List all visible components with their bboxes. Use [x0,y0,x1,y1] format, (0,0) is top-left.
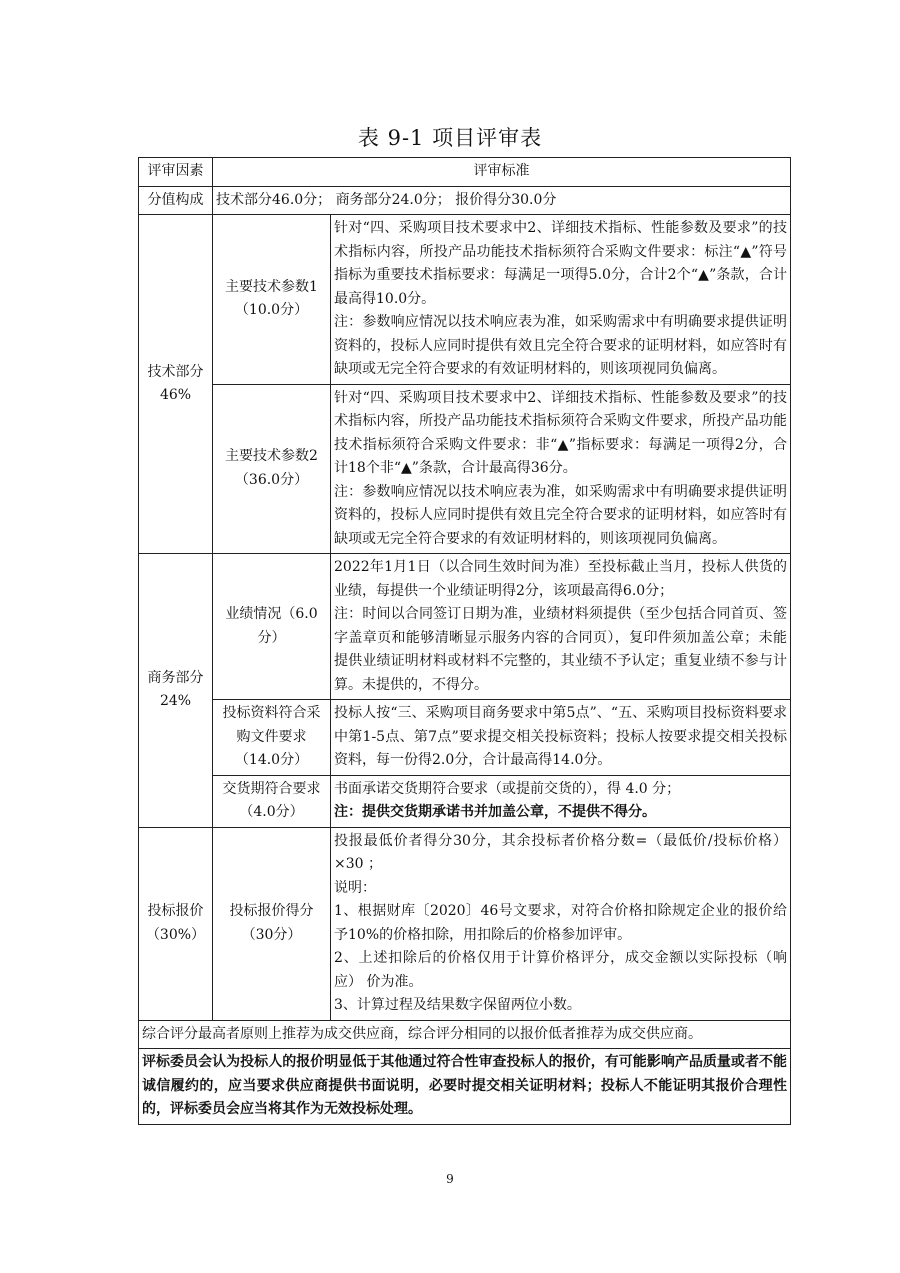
table-header-row [139,158,791,187]
tech-param-2-name: 主要技术参数2 [225,448,318,465]
price-line: 1、根据财库〔2020〕46号文要求，对符合价格扣除规定企业的报价给予10%的价格扣除，用扣除后的价格参加评审。 [334,903,787,943]
bid-docs-desc: 投标人按“三、采购项目商务要求中第5点”、“五、采购项目投标资料要求中第1-5点、第7点”要求提交相关投标资料；投标人按要求提交相关投标资料，每一份得2.0分，合计最高得14.0分。 [331,700,791,776]
tech-param-1-score: （10.0分） [234,302,309,319]
price-row [139,827,791,1020]
header-factor: 评审因素 [139,158,213,187]
business-percent: 24% [159,693,192,710]
price-percent: （30%） [145,926,206,943]
footer-row-2 [139,1049,791,1125]
price-label: 投标报价 [147,903,204,919]
delivery-note: 注：提供交货期承诺书并加盖公章，不提供不得分。 [334,804,656,820]
performance-standard [331,554,791,700]
score-composition-label: 分值构成 [139,186,213,215]
delivery-name-cell [213,775,331,827]
tech-param-2-note: 注：参数响应情况以技术响应表为准，如采购需求中有明确要求提供证明资料的，投标人应同时提供有效且完全符合要求的证明材料，如应答时有缺项或无完全符合要求的有效证明材料的，则该项视同负偏离。 [334,483,787,547]
delivery-standard [331,775,791,827]
business-row-1 [139,554,791,700]
price-line: 2、上述扣除后的价格仅用于计算价格评分，成交金额以实际投标（响应） 价为准。 [334,950,787,990]
business-section [139,554,213,828]
bid-docs-score: （14.0分） [234,752,309,768]
price-line: 说明： [334,879,376,896]
bid-docs-name-cell [213,700,331,776]
review-table [138,157,791,1125]
business-row-2 [139,700,791,776]
tech-param-2-name-cell [213,384,331,554]
header-standard: 评审标准 [213,158,791,187]
technical-section [139,215,213,554]
delivery-desc: 书面承诺交货期符合要求（或提前交货的），得 4.0 分； [334,780,681,797]
price-line: 3、计算过程及结果数字保留两位小数。 [334,997,581,1013]
delivery-score: （4.0分） [239,804,304,820]
performance-name: 业绩情况（6.0分） [213,554,331,700]
tech-param-2-standard [331,384,791,554]
footer-row-1 [139,1020,791,1049]
page-title: 表 9-1 项目评审表 [357,126,543,150]
bid-docs-name: 投标资料符合采购文件要求 [222,705,321,745]
delivery-name: 交货期符合要求 [222,780,321,797]
footer-note-1: 综合评分最高者原则上推荐为成交供应商，综合评分相同的以报价低者推荐为成交供应商。 [139,1020,791,1049]
tech-param-1-note: 注：参数响应情况以技术响应表为准，如采购需求中有明确要求提供证明资料的，投标人应同时提供有效且完全符合要求的证明材料，如应答时有缺项或无完全符合要求的有效证明材料的，则该项视同负偏离。 [334,314,787,377]
performance-desc: 2022年1月1日（以合同生效时间为准）至投标截止当月，投标人供货的业绩，每提供一个业绩证明得2分，该项最高得6.0分； [334,559,787,599]
page-number: 9 [446,1172,454,1186]
price-standard [331,827,791,1020]
score-composition-row [139,186,791,215]
performance-note: 注：时间以合同签订日期为准，业绩材料须提供（至少包括合同首页、签字盖章页和能够清晰显示服务内容的合同页），复印件须加盖公章；未能提供业绩证明材料或材料不完整的，其业绩不予认定；重复业绩不参与计算。未提供的，不得分。 [334,606,787,693]
price-section [139,827,213,1020]
business-label: 商务部分 [147,669,204,686]
tech-param-1-name: 主要技术参数1 [225,278,318,295]
tech-param-2-desc: 针对“四、采购项目技术要求中2、详细技术指标、性能参数及要求”的技术指标内容，所投产品功能技术指标须符合采购文件要求，所投产品功能技术指标须符合采购文件要求：非“▲”指标要求：每满足一项得2分，合计18个非“▲”条款，合计最高得36分。 [334,389,787,476]
tech-param-1-desc: 针对“四、采购项目技术要求中2、详细技术指标、性能参数及要求”的技术指标内容，所投产品功能技术指标须符合采购文件要求：标注“▲”符号指标为重要技术指标要求：每满足一项得5.0分，合计2个“▲”条款，合计最高得10.0分。 [334,220,787,307]
tech-param-1-name-cell [213,215,331,385]
footer-note-2: 评标委员会认为投标人的报价明显低于其他通过符合性审查投标人的报价，有可能影响产品质量或者不能诚信履约的，应当要求供应商提供书面说明，必要时提交相关证明材料；投标人不能证明其报价合理性的，评标委员会应当将其作为无效投标处理。 [139,1049,791,1125]
tech-param-2-score: （36.0分） [234,471,309,488]
price-name: 投标报价得分（30分） [213,827,331,1020]
business-row-3 [139,775,791,827]
technical-row-1 [139,215,791,385]
price-line: 投报最低价者得分30分，其余投标者价格分数=（最低价/投标价格）×30 ； [334,832,787,872]
technical-percent: 46% [159,387,192,403]
score-composition-text: 技术部分46.0分； 商务部分24.0分； 报价得分30.0分 [213,186,791,215]
technical-label: 技术部分 [147,363,204,380]
tech-param-1-standard [331,215,791,385]
technical-row-2 [139,384,791,554]
